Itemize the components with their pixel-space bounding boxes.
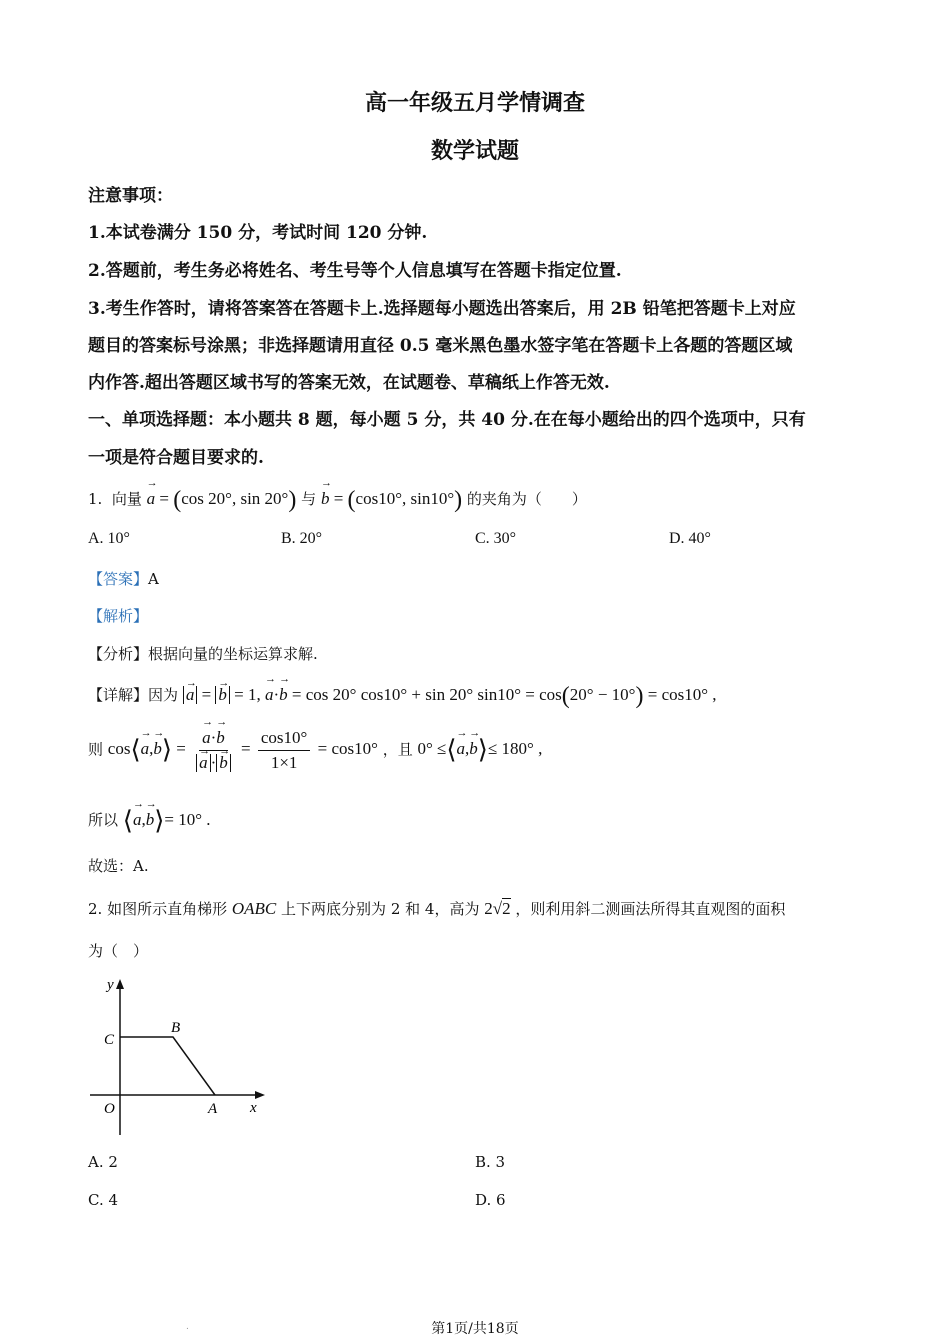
label-a: A <box>208 1101 218 1117</box>
q1-detail-line3: 所以 ⟨→ a,→ b⟩= 10° . <box>88 806 211 836</box>
label-y: y <box>107 977 114 993</box>
notice-item-1: 1.本试卷满分 150 分，考试时间 120 分钟. <box>88 223 428 243</box>
label-b: B <box>171 1020 181 1036</box>
notice-heading: 注意事项： <box>88 186 173 206</box>
label-o: O <box>104 1101 115 1117</box>
q2-option-c: C. 4 <box>88 1191 119 1209</box>
question-1-stem: 1. 向量 → a = (cos 20°, sin 20°) 与 → b = (cos10°, sin10°) 的夹角为（ ） <box>88 487 587 514</box>
page-number: 第1页/共18页 <box>431 1321 519 1337</box>
page-title: 高一年级五月学情调查 <box>364 90 585 116</box>
trapezoid-figure <box>85 975 275 1140</box>
footer-dot: . <box>186 1322 189 1332</box>
x-axis-arrow-icon <box>255 1091 265 1099</box>
q1-detail-line2: 则 cos⟨→ a,→ b⟩ = → a·→ b → a ·→ b = $\frac{\cos 10^\circ}{1\times 1}$ = cos10° ，且 0° ≤⟨→ a,→ b⟩≤ 180° , <box>88 728 542 773</box>
page-subtitle: 数学试题 <box>430 138 519 164</box>
section-heading-line2: 一项是符合题目要求的. <box>88 448 264 468</box>
q2-option-a: A. 2 <box>88 1153 118 1171</box>
q1-option-d: D. 40° <box>669 530 711 547</box>
q1-option-a: A. 10° <box>88 530 130 547</box>
notice-item-3-line2: 题目的答案标号涂黑；非选择题请用直径 0.5 毫米黑色墨水签字笔在答题卡上各题的答题区域 <box>88 336 793 356</box>
q1-fenxi: 【分析】根据向量的坐标运算求解. <box>88 645 318 663</box>
q1-detail-line1: 【详解】因为 → a = → b = 1, → a·→ b = cos 20° cos10° + sin 20° sin10° = cos(20° − 10°) = cos10° , <box>88 683 717 710</box>
y-axis-arrow-icon <box>116 979 124 989</box>
q1-choose: 故选：A. <box>88 857 149 875</box>
notice-item-3-line3: 内作答.超出答题区域书写的答案无效，在试题卷、草稿纸上作答无效. <box>88 373 610 393</box>
notice-item-3-line1: 3.考生作答时，请将答案答在答题卡上.选择题每小题选出答案后，用 2B 铅笔把答题卡上对应 <box>88 299 796 319</box>
label-x: x <box>250 1100 257 1116</box>
q2-option-d: D. 6 <box>475 1191 506 1209</box>
notice-item-2: 2.答题前，考生务必将姓名、考生号等个人信息填写在答题卡指定位置. <box>88 261 622 281</box>
section-heading-line1: 一、单项选择题：本小题共 8 题，每小题 5 分，共 40 分.在在每小题给出的四个选项中，只有 <box>88 410 806 430</box>
q1-analysis-label: 【解析】 <box>88 607 149 625</box>
q1-option-c: C. 30° <box>475 530 517 547</box>
q1-answer: 【答案】A <box>88 570 159 588</box>
q2-option-b: B. 3 <box>475 1153 506 1171</box>
trapezoid-edges <box>120 1037 215 1095</box>
q1-option-b: B. 20° <box>281 530 323 547</box>
question-2-stem-line1: 2. 如图所示直角梯形 OABC 上下两底分别为 2 和 4，高为 2√2 ，则利用斜二测画法所得其直观图的面积 <box>88 899 786 918</box>
label-c: C <box>104 1032 115 1048</box>
question-2-stem-line2: 为（ ） <box>88 942 149 960</box>
